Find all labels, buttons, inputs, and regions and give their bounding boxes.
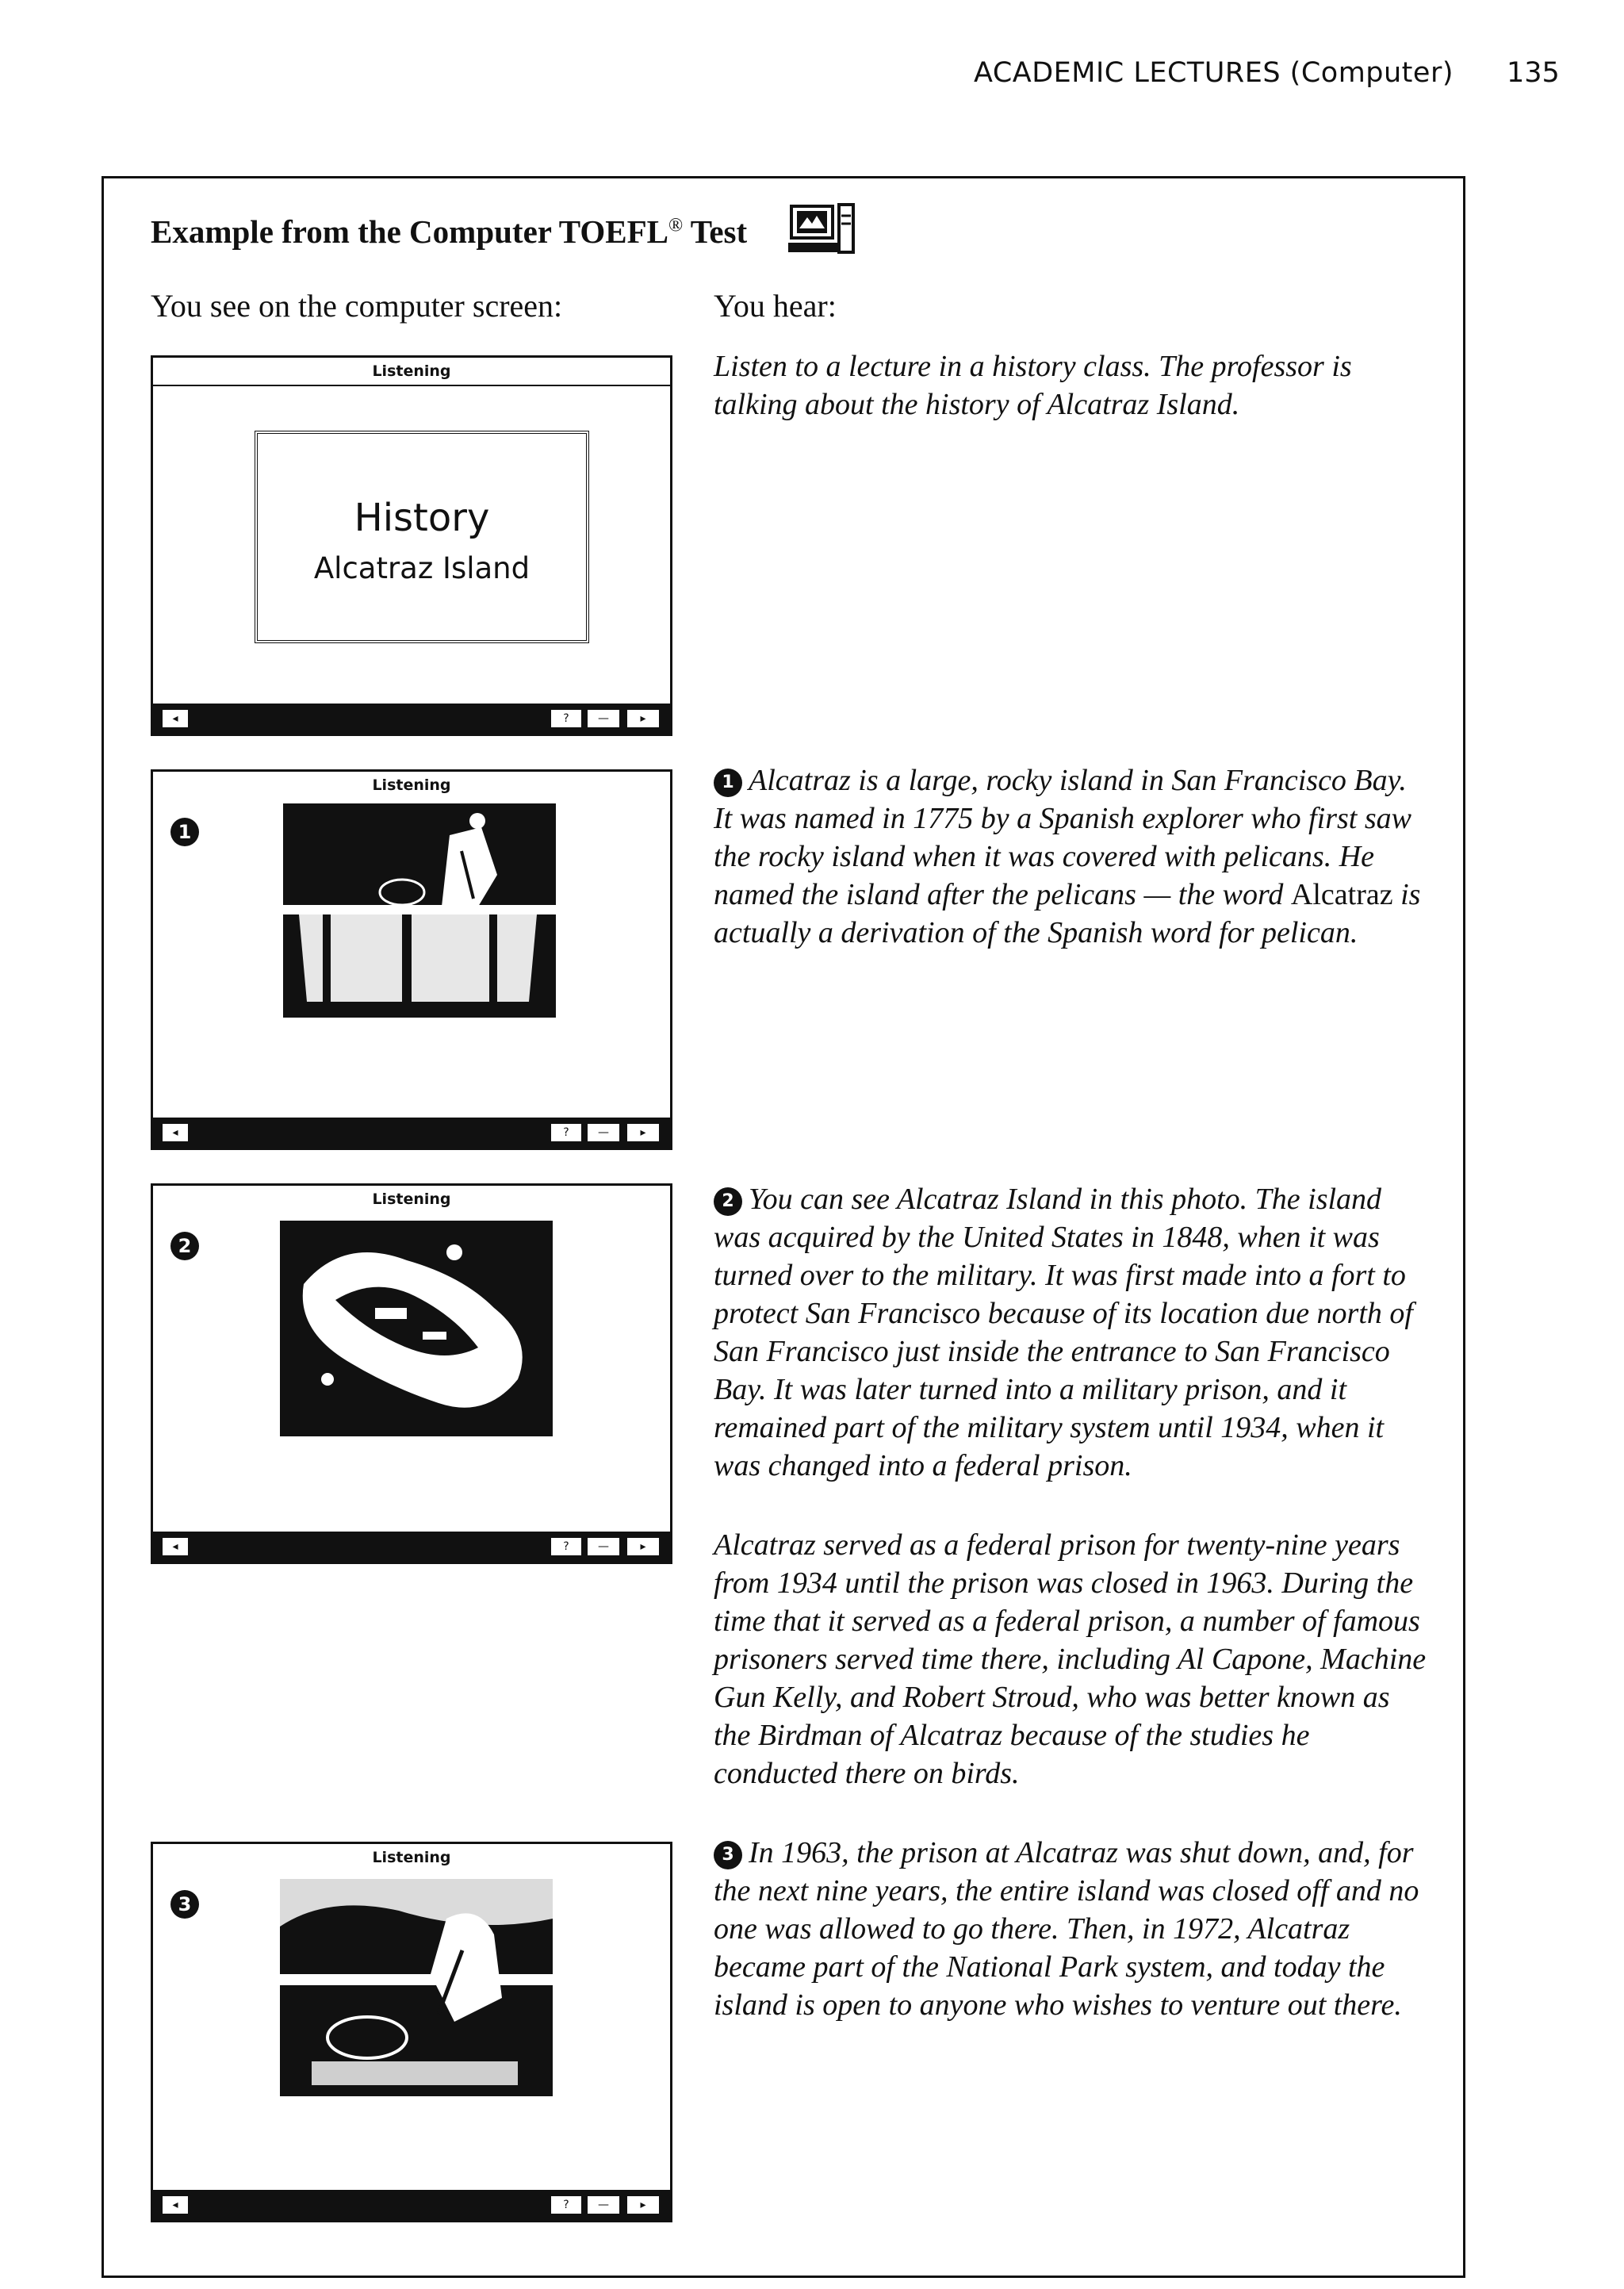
lecture-photo-3 [280,1879,553,2107]
paragraph-number-badge: 2 [714,1187,742,1216]
lecture-photo-2 [280,1221,553,1447]
alcatraz-island-aerial-image [280,1221,553,1436]
volume-button[interactable]: ◂ [161,708,190,729]
computer-icon [788,201,855,257]
next-button[interactable]: ▸ [626,708,661,729]
control-bar [153,1532,670,1562]
video-progress-bar[interactable] [283,1016,556,1029]
title-card-subtitle: Alcatraz Island [313,551,530,585]
screen-divider [153,385,670,386]
screen-title-card [151,355,672,736]
volume-button[interactable]: ◂ [161,1122,190,1143]
example-title-suffix: Test [690,213,748,250]
screen-1 [151,769,672,1150]
example-title [151,213,747,251]
professor-at-desk-image [280,1879,553,2096]
screen-2 [151,1183,672,1564]
next-button[interactable]: ▸ [626,2195,661,2215]
screen-label: Listening [372,1191,451,1208]
lecture-paragraph-2 [714,1180,1427,1485]
volume-button[interactable]: ◂ [161,2195,190,2215]
paragraph-1-roman-word: Alcatraz [1290,878,1393,911]
lecture-paragraph-4 [714,1834,1427,2024]
paragraph-number-badge: 3 [714,1841,742,1869]
example-title-text: Example from the Computer TOEFL [151,213,668,250]
control-bar [153,2190,670,2220]
paragraph-1-text-end: is actually a derivation of the Spanish word for pelican. [714,878,1421,949]
lecture-photo-1 [283,803,556,1029]
screen-number-badge: 3 [170,1890,199,1919]
screen-number-badge: 1 [170,818,199,846]
lecture-paragraph-3: Alcatraz served as a federal prison for twenty-nine years from 1934 until the prison was closed in 1963. During the time that it served as a federal prison, a number of famous prisoners served time there, including Al Capone, Machine Gun Kelly, and Robert Stroud, who was better known as the Birdman of Alcatraz because of the studies he conducted there on birds. [714,1528,1427,1790]
help-button[interactable]: ? [550,708,583,729]
see-column-heading: You see on the computer screen: [151,288,563,324]
screen-label: Listening [372,362,451,380]
professor-at-desk-image [283,803,556,1018]
paragraph-4-text: In 1963, the prison at Alcatraz was shut down, and, for the next nine years, the entire island was closed off and no one was allowed to go there. Then, in 1972, Alcatraz became part of the National Park system, and today the island is open to anyone who wishes to venture out there. [714,1836,1419,2022]
control-bar [153,1118,670,1148]
ok-button[interactable]: — [586,708,621,729]
screen-label: Listening [372,776,451,794]
title-card-heading: History [354,496,490,540]
registered-mark: ® [668,215,684,236]
lecture-paragraph-1 [714,761,1427,952]
paragraph-2-text: You can see Alcatraz Island in this photo. The island was acquired by the United States in 1848, when it was turned over to the military. It was first made into a fort to protect San Francisco because of its location due north of San Francisco just inside the entrance to San Francisco Bay. It was later turned into a military prison, and it remained part of the military system until 1934, when it was changed into a federal prison. [714,1183,1413,1482]
next-button[interactable]: ▸ [626,1122,661,1143]
screen-label: Listening [372,1849,451,1866]
volume-button[interactable]: ◂ [161,1536,190,1557]
paragraph-1-text: Alcatraz is a large, rocky island in San Francisco Bay. It was named in 1775 by a Spanish explorer who first saw the rocky island when it was covered with pelicans. He named the island after the pelicans — the word [714,764,1411,911]
lecture-intro-text: Listen to a lecture in a history class. The professor is talking about the history of Alcatraz Island. [714,350,1352,421]
page-number: 135 [1507,57,1560,89]
help-button[interactable]: ? [550,1122,583,1143]
running-head: ACADEMIC LECTURES (Computer) [974,57,1454,89]
help-button[interactable]: ? [550,1536,583,1557]
screen-3 [151,1842,672,2222]
screen-number-badge: 2 [170,1232,199,1260]
video-progress-bar[interactable] [280,2095,553,2107]
control-bar [153,704,670,734]
next-button[interactable]: ▸ [626,1536,661,1557]
title-card [255,431,589,643]
help-button[interactable]: ? [550,2195,583,2215]
ok-button[interactable]: — [586,1122,621,1143]
paragraph-number-badge: 1 [714,769,742,797]
video-progress-bar[interactable] [280,1435,553,1447]
ok-button[interactable]: — [586,2195,621,2215]
ok-button[interactable]: — [586,1536,621,1557]
hear-column-heading: You hear: [714,288,837,324]
